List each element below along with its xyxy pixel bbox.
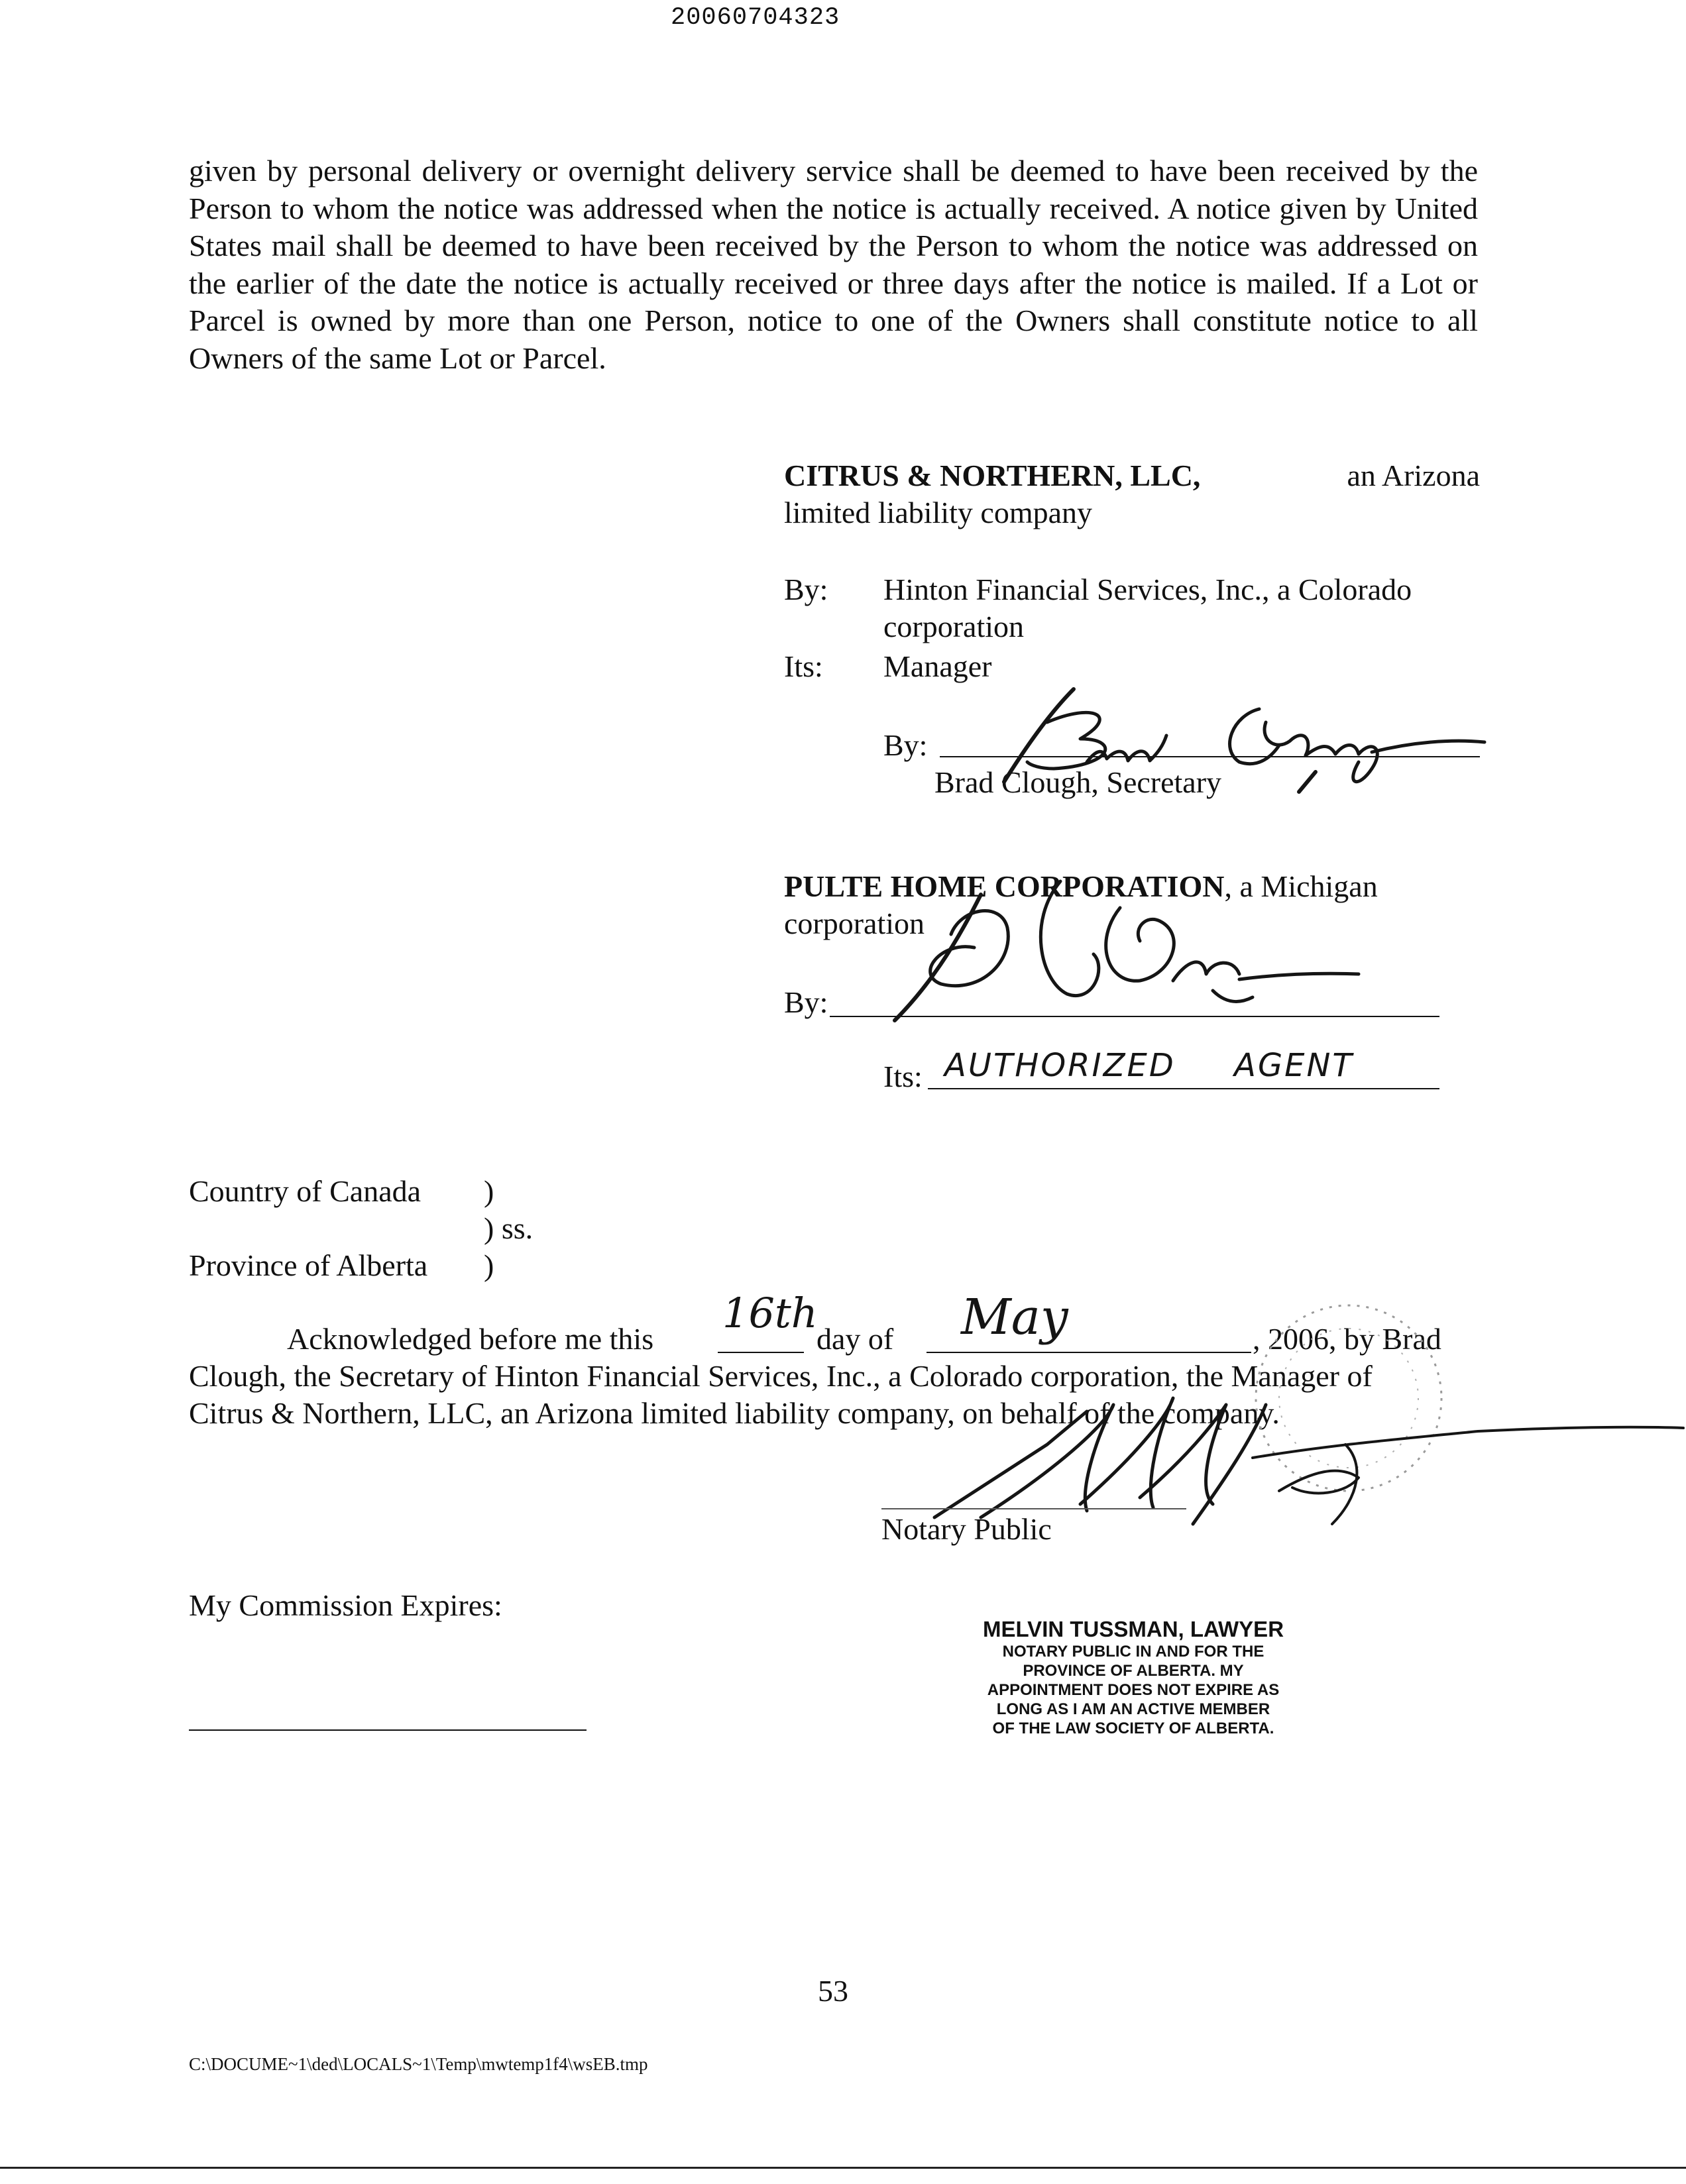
document-number: 20060704323: [671, 4, 840, 32]
venue-country: Country of Canada: [189, 1174, 422, 1208]
pulte-signature: [842, 868, 1372, 1027]
pulte-name: PULTE HOME CORPORATION: [784, 869, 1225, 903]
citrus-by-value-line2: corporation: [883, 610, 1025, 643]
ack-line2: Clough, the Secretary of Hinton Financial Services, Inc., a Colorado corporation, the Manager of: [189, 1359, 1373, 1393]
citrus-signer: Brad Clough, Secretary: [934, 765, 1222, 799]
citrus-sign-by-label: By:: [883, 728, 928, 762]
pulte-desc-line2: corporation: [784, 906, 925, 940]
notary-signature-line: [881, 1508, 1186, 1509]
stamp-line-6: OF THE LAW SOCIETY OF ALBERTA.: [992, 1720, 1274, 1737]
ack-part3: , 2006, by Brad: [1253, 1322, 1441, 1356]
venue-ss: ) ss.: [484, 1211, 534, 1245]
commission-line: [189, 1729, 587, 1731]
notice-paragraph: given by personal delivery or overnight delivery service shall be deemed to have been received by the Person to whom the notice was addressed when the notice is actually received. A notice given by United States mail shall be deemed to have been received by the Person to whom the notice was addressed on the earlier of the date the notice is actually received or three days after the notice is mailed. If a Lot or Parcel is owned by more than one Person, notice to one of the Owners shall constitute notice to all Owners of the same Lot or Parcel.: [189, 154, 1478, 375]
notary-stamp: [954, 1617, 1312, 1738]
citrus-its-value: Manager: [883, 649, 992, 683]
ack-part1: Acknowledged before me this: [287, 1322, 654, 1356]
pulte-by-label: By:: [784, 985, 828, 1019]
file-path: C:\DOCUME~1\ded\LOCALS~1\Temp\mwtemp1f4\wsEB.tmp: [189, 2054, 648, 2074]
citrus-entity: [784, 457, 1480, 531]
citrus-desc-line2: limited liability company: [784, 496, 1093, 529]
venue-paren-1: ): [484, 1174, 494, 1208]
ack-day-value: 16th: [722, 1289, 818, 1337]
notary-public-label: Notary Public: [881, 1512, 1052, 1546]
pulte-its-label: Its:: [883, 1060, 923, 1093]
citrus-its-label: Its:: [784, 649, 823, 683]
ack-part2: day of: [816, 1322, 894, 1356]
citrus-by-value: [883, 571, 1480, 645]
ack-month-line: [927, 1352, 1251, 1353]
citrus-by-value-line1: Hinton Financial Services, Inc., a Colorado: [883, 573, 1412, 606]
ack-day-line: [718, 1352, 804, 1353]
stamp-line-1: MELVIN TUSSMAN, LAWYER: [982, 1617, 1284, 1641]
stamp-line-4: APPOINTMENT DOES NOT EXPIRE AS: [987, 1681, 1280, 1699]
pulte-its-value: AUTHORIZED AGENT: [944, 1047, 1354, 1084]
stamp-line-5: LONG AS I AM AN ACTIVE MEMBER: [996, 1700, 1270, 1718]
stamp-line-3: PROVINCE OF ALBERTA. MY: [1023, 1662, 1244, 1680]
ack-line3: Citrus & Northern, LLC, an Arizona limited liability company, on behalf of the company.: [189, 1396, 1280, 1430]
stamp-line-2: NOTARY PUBLIC IN AND FOR THE: [1002, 1643, 1264, 1661]
citrus-desc-line1: an Arizona: [1347, 459, 1480, 492]
brad-clough-signature: [948, 676, 1491, 795]
commission-label: My Commission Expires:: [189, 1588, 502, 1622]
ack-month-value: May: [961, 1289, 1068, 1346]
pulte-its-line: [928, 1088, 1439, 1089]
citrus-name: CITRUS & NORTHERN, LLC,: [784, 459, 1201, 492]
venue-province: Province of Alberta: [189, 1248, 428, 1282]
venue-paren-2: ): [484, 1248, 494, 1282]
bottom-rule: [0, 2167, 1686, 2169]
citrus-by-label: By:: [784, 573, 828, 606]
page-number: 53: [818, 1974, 848, 2008]
pulte-desc-line1: , a Michigan: [1224, 869, 1378, 903]
